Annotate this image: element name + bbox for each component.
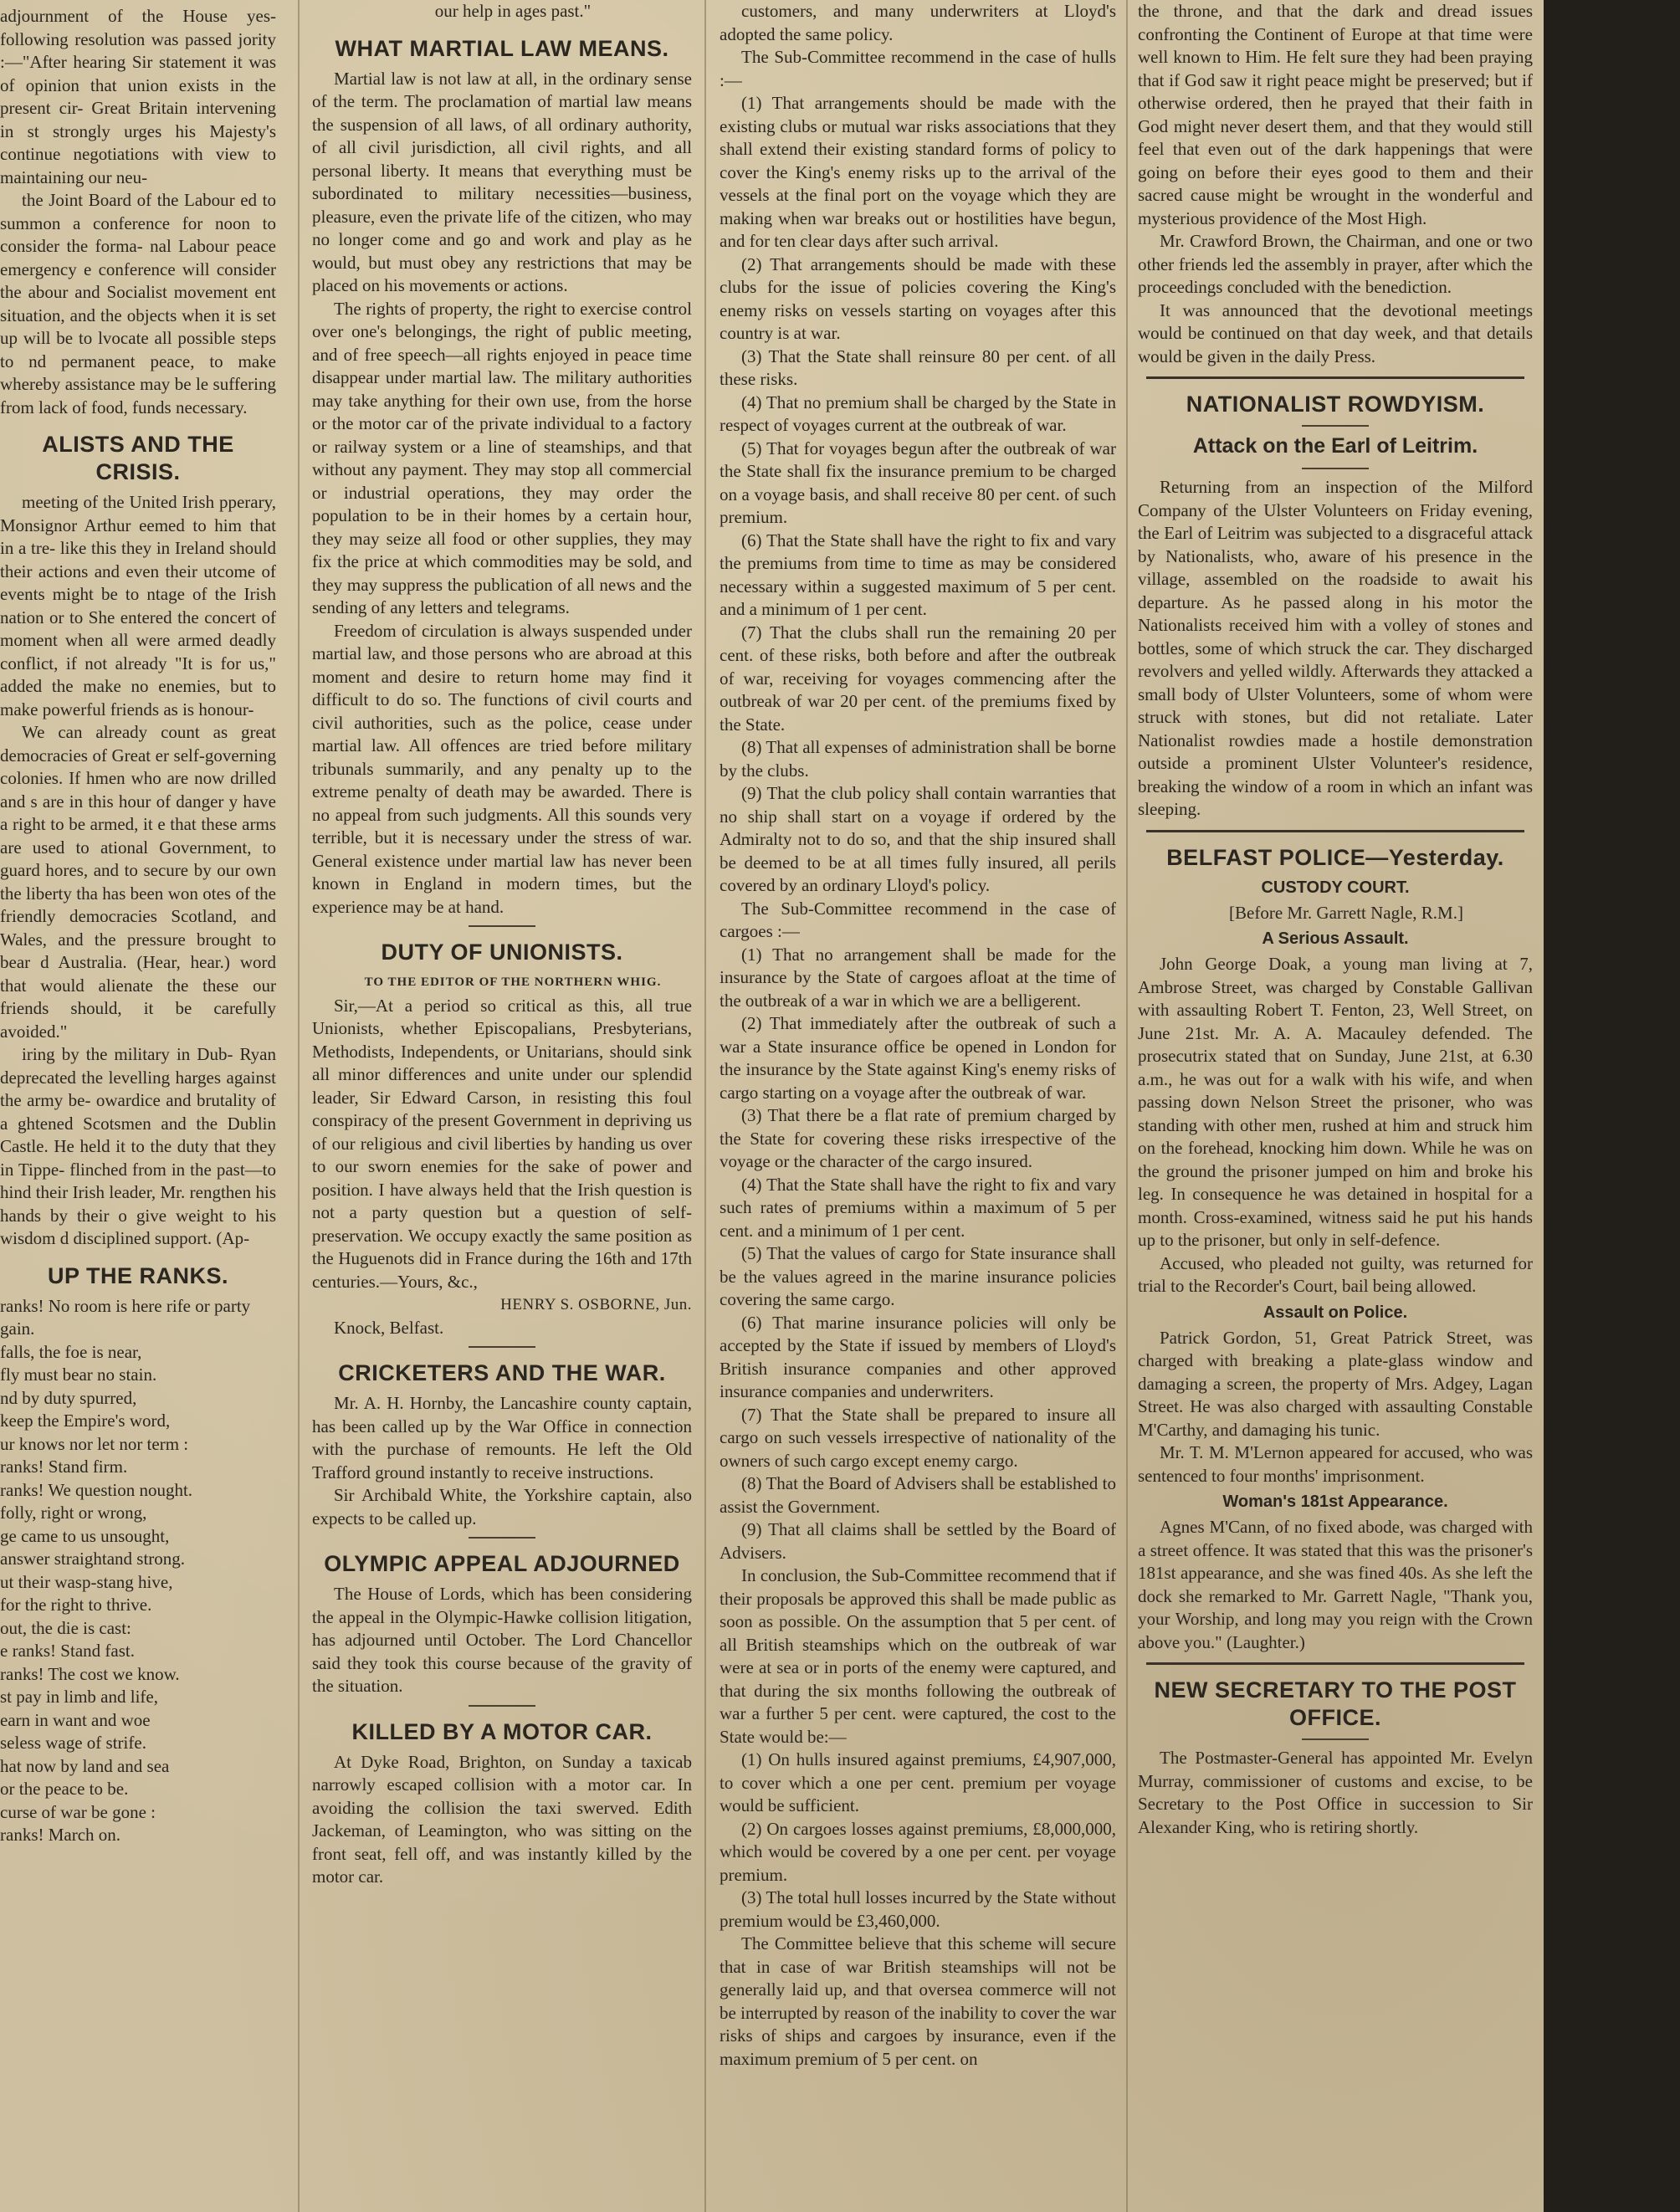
verse-line: ur knows nor let nor term : [0, 1433, 189, 1454]
verse-line: out, the die is cast: [0, 1617, 131, 1638]
verse-line: nd by duty spurred, [0, 1387, 137, 1408]
verse-line: curse of war be gone : [0, 1801, 156, 1822]
article-paragraph: customers, and many underwriters at Lloyd's adopted the same policy. [720, 1, 1116, 44]
article-paragraph: Agnes M'Cann, of no fixed abode, was charged with a street offence. It was stated that this was the prisoner's 181st appearance, and she was fined 40s. As she left the dock she remarked to Mr. Garrett Nagle, "Thank you, your Worship, and long may you reign with the Crown above you." (Laughter.) [1138, 1517, 1533, 1652]
section-divider [1146, 376, 1524, 379]
verse-line: hat now by land and sea [0, 1755, 170, 1776]
article-paragraph: (7) That the State shall be prepared to insure all cargo on such vessels irrespective of nationality of the owners of such cargo except enemy cargo. [720, 1404, 1116, 1471]
verse-line: fly must bear no stain. [0, 1365, 157, 1385]
verse-line: ut their wasp-stang hive, [0, 1571, 173, 1592]
article-paragraph: Returning from an inspection of the Milford Company of the Ulster Volunteers on Friday evening, the Earl of Leitrim was subjected to a disgraceful attack by Nationalists, who, aware of his presence in the village, assembled on the roadside to await his departure. As he passed along in his motor the Nationalists received him with a volley of stones and bottles, some of which struck the car. They discharged revolvers and yelled wildly. Afterwards they attacked a small body of Ulster Volunteers, some of whom were struck with stones, but did not retaliate. Later Nationalist rowdies made a hostile demonstration outside a prominent Ulster Volunteer's residence, breaking the window of a room in which an infant was sleeping. [1138, 477, 1533, 819]
article-paragraph: (3) That there be a flat rate of premium charged by the State for covering these risks irrespective of the voyage or the character of the cargo insured. [720, 1105, 1116, 1171]
verse-line: falls, the foe is near, [0, 1341, 142, 1362]
verse-line: ge came to us unsought, [0, 1525, 170, 1546]
article-paragraph: Mr. A. H. Hornby, the Lancashire county captain, has been called up by the War Office in connection with the purchase of remounts. He left the Old Trafford ground instantly to receive instructions. [312, 1393, 692, 1482]
article-fragment: our help in ages past." [434, 1, 592, 21]
article-paragraph: Martial law is not law at all, in the ordinary sense of the term. The proclamation of martial law means the suspension of all laws, of all ordinary authority, of all civil jurisdiction, all civil rights, and all personal liberty. It means that everything must be subordinated to military necessities—business, pleasure, even the private life of the citizen, who may no longer come and go and work and play as he would, but must obey any restrictions that may be placed on his movements or actions. [312, 68, 692, 295]
verse-line: for the right to thrive. [0, 1595, 152, 1615]
poem-verse [0, 1295, 276, 1847]
headline-post-office: NEW SECRETARY TO THE POST OFFICE. [1154, 1677, 1517, 1730]
headline-olympic-appeal: OLYMPIC APPEAL ADJOURNED [324, 1551, 680, 1576]
column-rule [704, 0, 706, 2212]
case-heading: Assault on Police. [1263, 1303, 1408, 1322]
headline-martial-law: WHAT MARTIAL LAW MEANS. [335, 35, 669, 61]
article-paragraph: adjournment of the House yes- following resolution was passed jority :—"After hearing Sir statement it was of opinion that union exists in the present cir- Great Britain intervening in st strongly urges his Majesty's continue negotiations with view to maintaining our neu- [0, 6, 276, 187]
article-paragraph: The Sub-Committee recommend in the case of hulls :— [720, 47, 1116, 90]
verse-line: folly, right or wrong, [0, 1503, 147, 1523]
article-paragraph: The rights of property, the right to exercise control over one's belongings, the right of public meeting, and of free speech—all rights enjoyed in peace time disappear under martial law. The military authorities may take anything for their own use, from the horse or the motor car of the private individual to a factory or railway system or a line of steamships, and that without any payment. They may stop all commercial or industrial operations, they may order the population to be in their homes by a certain hour, they may seize all food or other supplies, they may fix the price at which commodities may be sold, and they may suppress the publication of all news and the sending of any letters and telegrams. [312, 298, 692, 617]
article-paragraph: In conclusion, the Sub-Committee recommend that if their proposals be approved this shall be made public as soon as possible. On the assumption that 5 per cent. of all British steamships which on the outbreak of war were at sea or in ports of the enemy were captured, and that during the six months following the outbreak of war a further 5 per cent. were captured, the cost to the State would be:— [720, 1565, 1116, 1747]
article-paragraph: The Committee believe that this scheme will secure that in case of war British steamships will not be generally laid up, and that oversea commerce will not be interrupted by reason of the inability to cover the war risks of ships and cargoes by insurance, even if the maximum premium of 5 per cent. on [720, 1933, 1116, 2069]
article-paragraph: Freedom of circulation is always suspended under martial law, and those persons who are abroad at this moment and desire to return home may find it difficult to do so. The functions of civil courts and civil authorities, such as the police, cease under martial law. All offences are tried before military tribunals summarily, and any penalty up to the extreme penalty of death may be awarded. There is no appeal from such judgments. All this sounds very terrible, but it is necessary under the stress of war. General existence under martial law has never been known in England in modern times, but the experience may be at hand. [312, 620, 692, 917]
article-paragraph: (5) That the values of cargo for State insurance shall be the values agreed in the marine insurance policies covering the same cargo. [720, 1243, 1116, 1309]
court-heading: CUSTODY COURT. [1261, 878, 1410, 897]
article-paragraph: It was announced that the devotional meetings would be continued on that day week, and that details would be given in the daily Press. [1138, 300, 1533, 366]
section-divider [469, 1346, 535, 1348]
article-paragraph: (1) On hulls insured against premiums, £4,907,000, to cover which a one per cent. premium per voyage would be sufficient. [720, 1749, 1116, 1815]
column-left-cropped [0, 0, 293, 2212]
headline-nationalist-rowdyism: NATIONALIST ROWDYISM. [1186, 392, 1485, 417]
verse-line: earn in want and woe [0, 1709, 151, 1730]
court-before: [Before Mr. Garrett Nagle, R.M.] [1229, 902, 1463, 923]
verse-line: keep the Empire's word, [0, 1411, 171, 1431]
section-divider [1146, 1662, 1524, 1665]
scan-background-edge [1544, 0, 1680, 2212]
article-paragraph: meeting of the United Irish pperary, Monsignor Arthur eemed to him that in a tre- like this they in Ireland should their actions and even their utcome of events might be to ntage of the Irish nation or to She entered the concert of moment when all were armed deadly conflict, if not already "It is for us," added the make no enemies, but to make powerful friends as is honour- [0, 492, 276, 719]
article-paragraph: the throne, and that the dark and dread issues confronting the Continent of Europe at that time were well known to Him. He felt sure they had been praying that if God saw it right peace might be preserved; but if otherwise ordered, then he prayed that their faith in God might never desert them, and that they would still feel that even out of the dark happenings that were going on before their eyes good to them and their sacred cause might be wrought in the wonderful and mysterious providence of the Most High. [1138, 1, 1533, 228]
article-paragraph: (6) That marine insurance policies will only be accepted by the State if issued by members of Lloyd's British insurance companies and other approved insurance companies and underwriters. [720, 1312, 1116, 1401]
letter-signature: HENRY S. OSBORNE, Jun. [500, 1296, 692, 1313]
verse-line: ranks! We question nought. [0, 1479, 193, 1500]
column-fourth [1131, 0, 1539, 2212]
section-divider [469, 1705, 535, 1707]
column-rule [298, 0, 300, 2212]
headline-cricketers: CRICKETERS AND THE WAR. [338, 1360, 666, 1385]
section-divider [1146, 830, 1524, 832]
article-paragraph: (6) That the State shall have the right to fix and vary the premiums from time to time as may be considered necessary within a suggested maximum of 5 per cent. and a minimum of 1 per cent. [720, 530, 1116, 619]
column-second [305, 0, 699, 2212]
article-paragraph: iring by the military in Dub- Ryan deprecated the levelling harges against the army be- owardice and brutality of a ghtened Scotsmen and the Dublin Castle. He held it to the duty that they in Tippe- flinched from in the past—to hind their Irish leader, Mr. rengthen his hands by their o give weight to his wisdom d disciplined support. (Ap- [0, 1044, 276, 1248]
verse-line: ranks! No room is here rife or party gain. [0, 1295, 251, 1339]
article-paragraph: The House of Lords, which has been considering the appeal in the Olympic-Hawke collision litigation, has adjourned until October. The Lord Chancellor said they took this course because of the gravity of the situation. [312, 1584, 692, 1696]
verse-line: e ranks! Stand fast. [0, 1641, 135, 1661]
verse-line: ranks! Stand firm. [0, 1457, 128, 1477]
article-paragraph: (8) That the Board of Advisers shall be established to assist the Government. [720, 1473, 1116, 1517]
letter-address: Knock, Belfast. [334, 1317, 444, 1338]
article-paragraph: Sir Archibald White, the Yorkshire captain, also expects to be called up. [312, 1485, 692, 1528]
article-paragraph: (8) That all expenses of administration shall be borne by the clubs. [720, 737, 1116, 781]
article-paragraph: (3) The total hull losses incurred by the State without premium would be £3,460,000. [720, 1887, 1116, 1931]
article-paragraph: (9) That the club policy shall contain warranties that no ship shall start on a voyage if ordered by the Admiralty not to do so, and that the ship insured shall be deemed to be at all times fully insured, all perils covered by an ordinary Lloyd's policy. [720, 783, 1116, 895]
case-heading: A Serious Assault. [1262, 929, 1409, 948]
article-paragraph: Mr. Crawford Brown, the Chairman, and one or two other friends led the assembly in prayer, after which the proceedings concluded with the benediction. [1138, 231, 1533, 297]
article-paragraph: We can already count as great democracies of Great er self-governing colonies. If hmen who are now drilled and s are in this hour of danger y have a right to be armed, it e that these arms are used to ational Government, to guard hores, and to secure by our own the liberty tha has been won otes of the friendly democracies Scotland, and Wales, and the pressure brought to bear d Australia. (Hear, hear.) word that would alienate the these our friends should, it be carefully avoided." [0, 722, 276, 1042]
case-heading: Woman's 181st Appearance. [1222, 1493, 1448, 1511]
article-paragraph: (3) That the State shall reinsure 80 per cent. of all these risks. [720, 346, 1116, 389]
article-paragraph: (2) On cargoes losses against premiums, £8,000,000, which would be covered by a one per cent. per voyage premium. [720, 1818, 1116, 1885]
headline-crisis: ALISTS AND THE CRISIS. [42, 432, 234, 484]
headline-duty-of-unionists: DUTY OF UNIONISTS. [381, 940, 623, 965]
section-divider [469, 925, 535, 927]
section-divider [1302, 425, 1369, 427]
verse-line: ranks! March on. [0, 1825, 121, 1845]
article-paragraph: Sir,—At a period so critical as this, all true Unionists, whether Episcopalians, Presbyterians, Methodists, Independents, or Unitarians, should sink all minor differences and unite under our splendid leader, Sir Edward Carson, in resisting this foul conspiracy of the present Government in depriving us of our religious and civil liberties by handing us over to our sworn enemies for the sake of power and position. I have always held that the Irish question is not a party question but a question of self-preservation. We occupy exactly the same position as the Huguenots did in France during the 16th and 17th centuries.—Yours, &c., [312, 995, 692, 1292]
subheadline-attack-on-earl: Attack on the Earl of Leitrim. [1192, 434, 1478, 458]
article-paragraph: Patrick Gordon, 51, Great Patrick Street, was charged with breaking a plate-glass window and damaging a screen, the property of Mrs. Adgey, Lagan Street. He was also charged with assaulting Constable M'Carthy, and damaging his tunic. [1138, 1327, 1533, 1440]
article-paragraph: (4) That no premium shall be charged by the State in respect of voyages current at the outbreak of war. [720, 392, 1116, 435]
article-paragraph: (1) That arrangements should be made with the existing clubs or mutual war risks associations that they shall extend their existing standard forms of policy to cover the King's enemy risks up to the arrival of the vessels at the final port on the voyage which they are making when war breaks out or hostilities have begun, and for ten clear days after such arrival. [720, 93, 1116, 251]
verse-line: ranks! The cost we know. [0, 1663, 180, 1684]
column-third [713, 0, 1123, 2212]
verse-line: seless wage of strife. [0, 1733, 146, 1753]
headline-up-the-ranks: UP THE RANKS. [47, 1262, 229, 1288]
article-paragraph: (5) That for voyages begun after the outbreak of war the State shall fix the insurance premium to be charged on a voyage basis, and shall receive 80 per cent. of such premium. [720, 438, 1116, 527]
section-divider [469, 1537, 535, 1539]
article-paragraph: (7) That the clubs shall run the remaining 20 per cent. of these risks, both before and after the outbreak of war, receiving for voyages commencing after the outbreak of war 20 per cent. of the premiums fixed by the State. [720, 622, 1116, 735]
article-paragraph: (2) That immediately after the outbreak of such a war a State insurance office be opened in London for the insurance by the State against King's enemy risks of cargo starting on a voyage after the outbreak of war. [720, 1013, 1116, 1103]
verse-line: or the peace to be. [0, 1779, 129, 1799]
headline-killed-by-motor: KILLED BY A MOTOR CAR. [351, 1718, 653, 1744]
article-paragraph: the Joint Board of the Labour ed to summon a conference for noon to consider the forma- nal Labour peace emergency e conference will consider the abour and Socialist movement ent situation, and the objects when it is set up will be to lvocate all possible steps to nd permanent peace, to make whereby assistance may be le suffering from lack of food, funds necessary. [0, 190, 276, 417]
article-paragraph: John George Doak, a young man living at 7, Ambrose Street, was charged by Constable Gallivan with assaulting Robert T. Fenton, 23, Well Street, on June 21st. Mr. A. A. Macauley defended. The prosecutrix stated that on Sunday, June 21st, at 6.30 a.m., he was out for a walk with his wife, and when passing down Nelson Street the prisoner, who was standing with other men, rushed at him and struck him on the forehead, knocking him down. While he was on the ground the prisoner jumped on him and broke his leg. In consequence he was detained in hospital for a month. Cross-examined, witness said he put his hands up to the prisoner, but only in self-defence. [1138, 954, 1533, 1250]
article-paragraph: (9) That all claims shall be settled by the Board of Advisers. [720, 1519, 1116, 1563]
article-paragraph: Mr. T. M. M'Lernon appeared for accused, who was sentenced to four months' imprisonment. [1138, 1442, 1533, 1486]
article-paragraph: The Sub-Committee recommend in the case of cargoes :— [720, 898, 1116, 941]
article-paragraph: (2) That arrangements should be made with these clubs for the issue of policies covering the King's enemy risks on vessels starting on voyages after this country is at war. [720, 253, 1116, 343]
column-rule [1126, 0, 1128, 2212]
section-divider [1302, 468, 1369, 469]
verse-line: answer straightand strong. [0, 1549, 186, 1569]
article-paragraph: Accused, who pleaded not guilty, was returned for trial to the Recorder's Court, bail being allowed. [1138, 1252, 1533, 1296]
article-paragraph: (4) That the State shall have the right to fix and vary such rates of premiums within a maximum of 5 per cent. and a minimum of 1 per cent. [720, 1174, 1116, 1241]
article-paragraph: At Dyke Road, Brighton, on Sunday a taxicab narrowly escaped collision with a motor car. In avoiding the collision the taxi swerved. Edith Jackeman, of Leamington, who was sitting on the front seat, fell off, and was instantly killed by the motor car. [312, 1751, 692, 1887]
letter-subhead: TO THE EDITOR OF THE NORTHERN WHIG. [364, 975, 662, 989]
headline-belfast-police: BELFAST POLICE—Yesterday. [1166, 844, 1504, 870]
article-paragraph: (1) That no arrangement shall be made for the insurance by the State of cargoes afloat at the time of the outbreak of a war in which we are a belligerent. [720, 944, 1116, 1011]
verse-line: st pay in limb and life, [0, 1687, 158, 1707]
section-divider [1302, 1738, 1369, 1740]
article-paragraph: The Postmaster-General has appointed Mr. Evelyn Murray, commissioner of customs and excise, to be Secretary to the Post Office in succession to Sir Alexander King, who is retiring shortly. [1138, 1748, 1533, 1837]
